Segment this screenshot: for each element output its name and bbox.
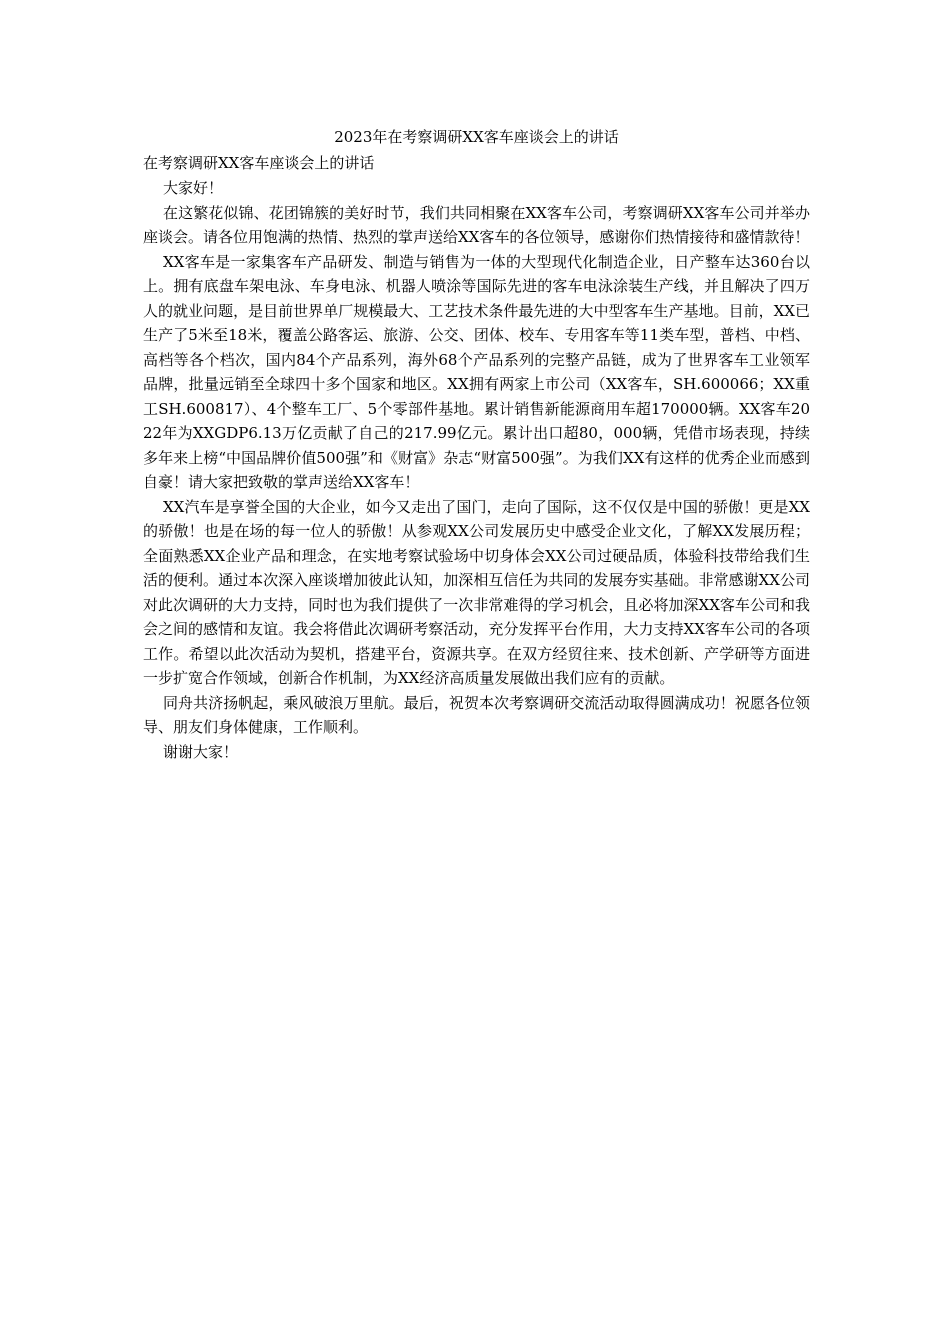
document-title: 2023年在考察调研XX客车座谈会上的讲话 (334, 128, 619, 146)
paragraph-greeting: 大家好！ (163, 179, 224, 197)
document-subtitle: 在考察调研XX客车座谈会上的讲话 (143, 154, 375, 172)
paragraph-opening: 在这繁花似锦、花团锦簇的美好时节，我们共同相聚在XX客车公司，考察调研XX客车公司并举办座谈会。请各位用饱满的热情、热烈的掌声送给XX客车的各位领导，感谢你们热情接待和盛情款待！ (143, 203, 810, 246)
paragraph-company-profile: XX客车是一家集客车产品研发、制造与销售为一体的大型现代化制造企业，日产整车达360台以上。拥有底盘车架电泳、车身电泳、机器人喷涂等国际先进的客车电泳涂装生产线，并且解决了四万人的就业问题，是目前世界单厂规模最大、工艺技术条件最先进的大中型客车生产基地。目前，XX已生产了5米至18米，覆盖公路客运、旅游、公交、团体、校车、专用客车等11类车型，普档、中档、高档等各个档次，国内84个产品系列，海外68个产品系列的完整产品链，成为了世界客车工业领军品牌，批量远销至全球四十多个国家和地区。XX拥有两家上市公司（XX客车，SH.600066；XX重工SH.600817）、4个整车工厂、5个零部件基地。累计销售新能源商用车超170000辆。XX客车2022年为XXGDP6.13万亿贡献了自己的217.99亿元。累计出口超80，000辆，凭借市场表现，持续多年来上榜“中国品牌价值500强”和《财富》杂志“财富500强”。为我们XX有这样的优秀企业而感到自豪！请大家把致敬的掌声送给XX客车！ (143, 252, 810, 491)
paragraph-closing: 同舟共济扬帆起，乘风破浪万里航。最后，祝贺本次考察调研交流活动取得圆满成功！祝愿各位领导、朋友们身体健康，工作顺利。 (143, 693, 810, 736)
paragraph-cooperation: XX汽车是享誉全国的大企业，如今又走出了国门，走向了国际，这不仅仅是中国的骄傲！更是XX的骄傲！也是在场的每一位人的骄傲！从参观XX公司发展历史中感受企业文化，了解XX发展历程；全面熟悉XX企业产品和理念，在实地考察试验场中切身体会XX公司过硬品质，体验科技带给我们生活的便利。通过本次深入座谈增加彼此认知，加深相互信任为共同的发展夯实基础。非常感谢XX公司对此次调研的大力支持，同时也为我们提供了一次非常难得的学习机会，且必将加深XX客车公司和我会之间的感情和友谊。我会将借此次调研考察活动，充分发挥平台作用，大力支持XX客车公司的各项工作。希望以此次活动为契机，搭建平台，资源共享。在双方经贸往来、技术创新、产学研等方面进一步扩宽合作领域，创新合作机制，为XX经济高质量发展做出我们应有的贡献。 (143, 497, 810, 687)
document-page (143, 124, 810, 764)
paragraph-thanks: 谢谢大家！ (163, 742, 239, 761)
